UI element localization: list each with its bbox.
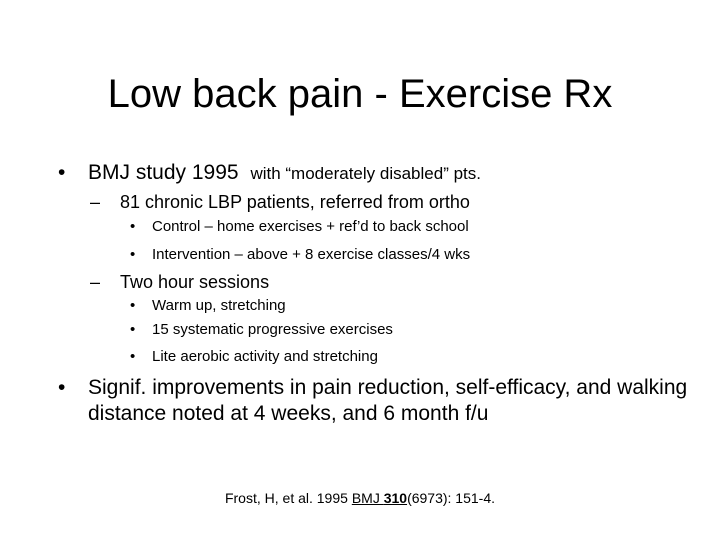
subbullet-patients: 81 chronic LBP patients, referred from ortho <box>120 192 470 212</box>
citation-journal: BMJ <box>351 490 384 506</box>
bullet-marker: • <box>130 297 136 314</box>
citation-issue-pages: (6973): 151-4. <box>407 490 496 506</box>
citation-authors: Frost, H, et al. 1995 <box>224 490 352 506</box>
bullet-marker: • <box>130 246 136 263</box>
bullet-marker: • <box>130 348 136 365</box>
citation <box>0 488 720 508</box>
subsubbullet-warmup: Warm up, stretching <box>152 297 286 314</box>
citation-volume: 310 <box>383 490 408 506</box>
subsubbullet-exercises: 15 systematic progressive exercises <box>152 321 393 338</box>
bullet-marker: • <box>130 218 136 235</box>
dash-marker: – <box>90 272 101 292</box>
bmj-study-note: with “moderately disabled” pts. <box>250 164 481 183</box>
subsubbullet-aerobic: Lite aerobic activity and stretching <box>152 348 378 365</box>
bullet-bmj-study-text <box>88 160 481 187</box>
bmj-study-main: BMJ study 1995 <box>88 161 239 184</box>
bullet-marker: • <box>130 321 136 338</box>
subsubbullet-intervention: Intervention – above + 8 exercise classes/4 wks <box>152 246 471 263</box>
subbullet-sessions: Two hour sessions <box>120 272 270 292</box>
dash-marker: – <box>90 192 101 212</box>
slide-title: Low back pain - Exercise Rx <box>107 72 613 116</box>
subsubbullet-control: Control – home exercises + ref’d to back school <box>152 218 469 235</box>
bullet-marker: • <box>58 161 66 184</box>
bullet-improvements: Signif. improvements in pain reduction, self-efficacy, and walking distance noted at 4 weeks, and 6 month f/u <box>88 376 688 425</box>
bullet-bmj-study <box>58 160 65 186</box>
bullet-marker: • <box>58 376 66 399</box>
